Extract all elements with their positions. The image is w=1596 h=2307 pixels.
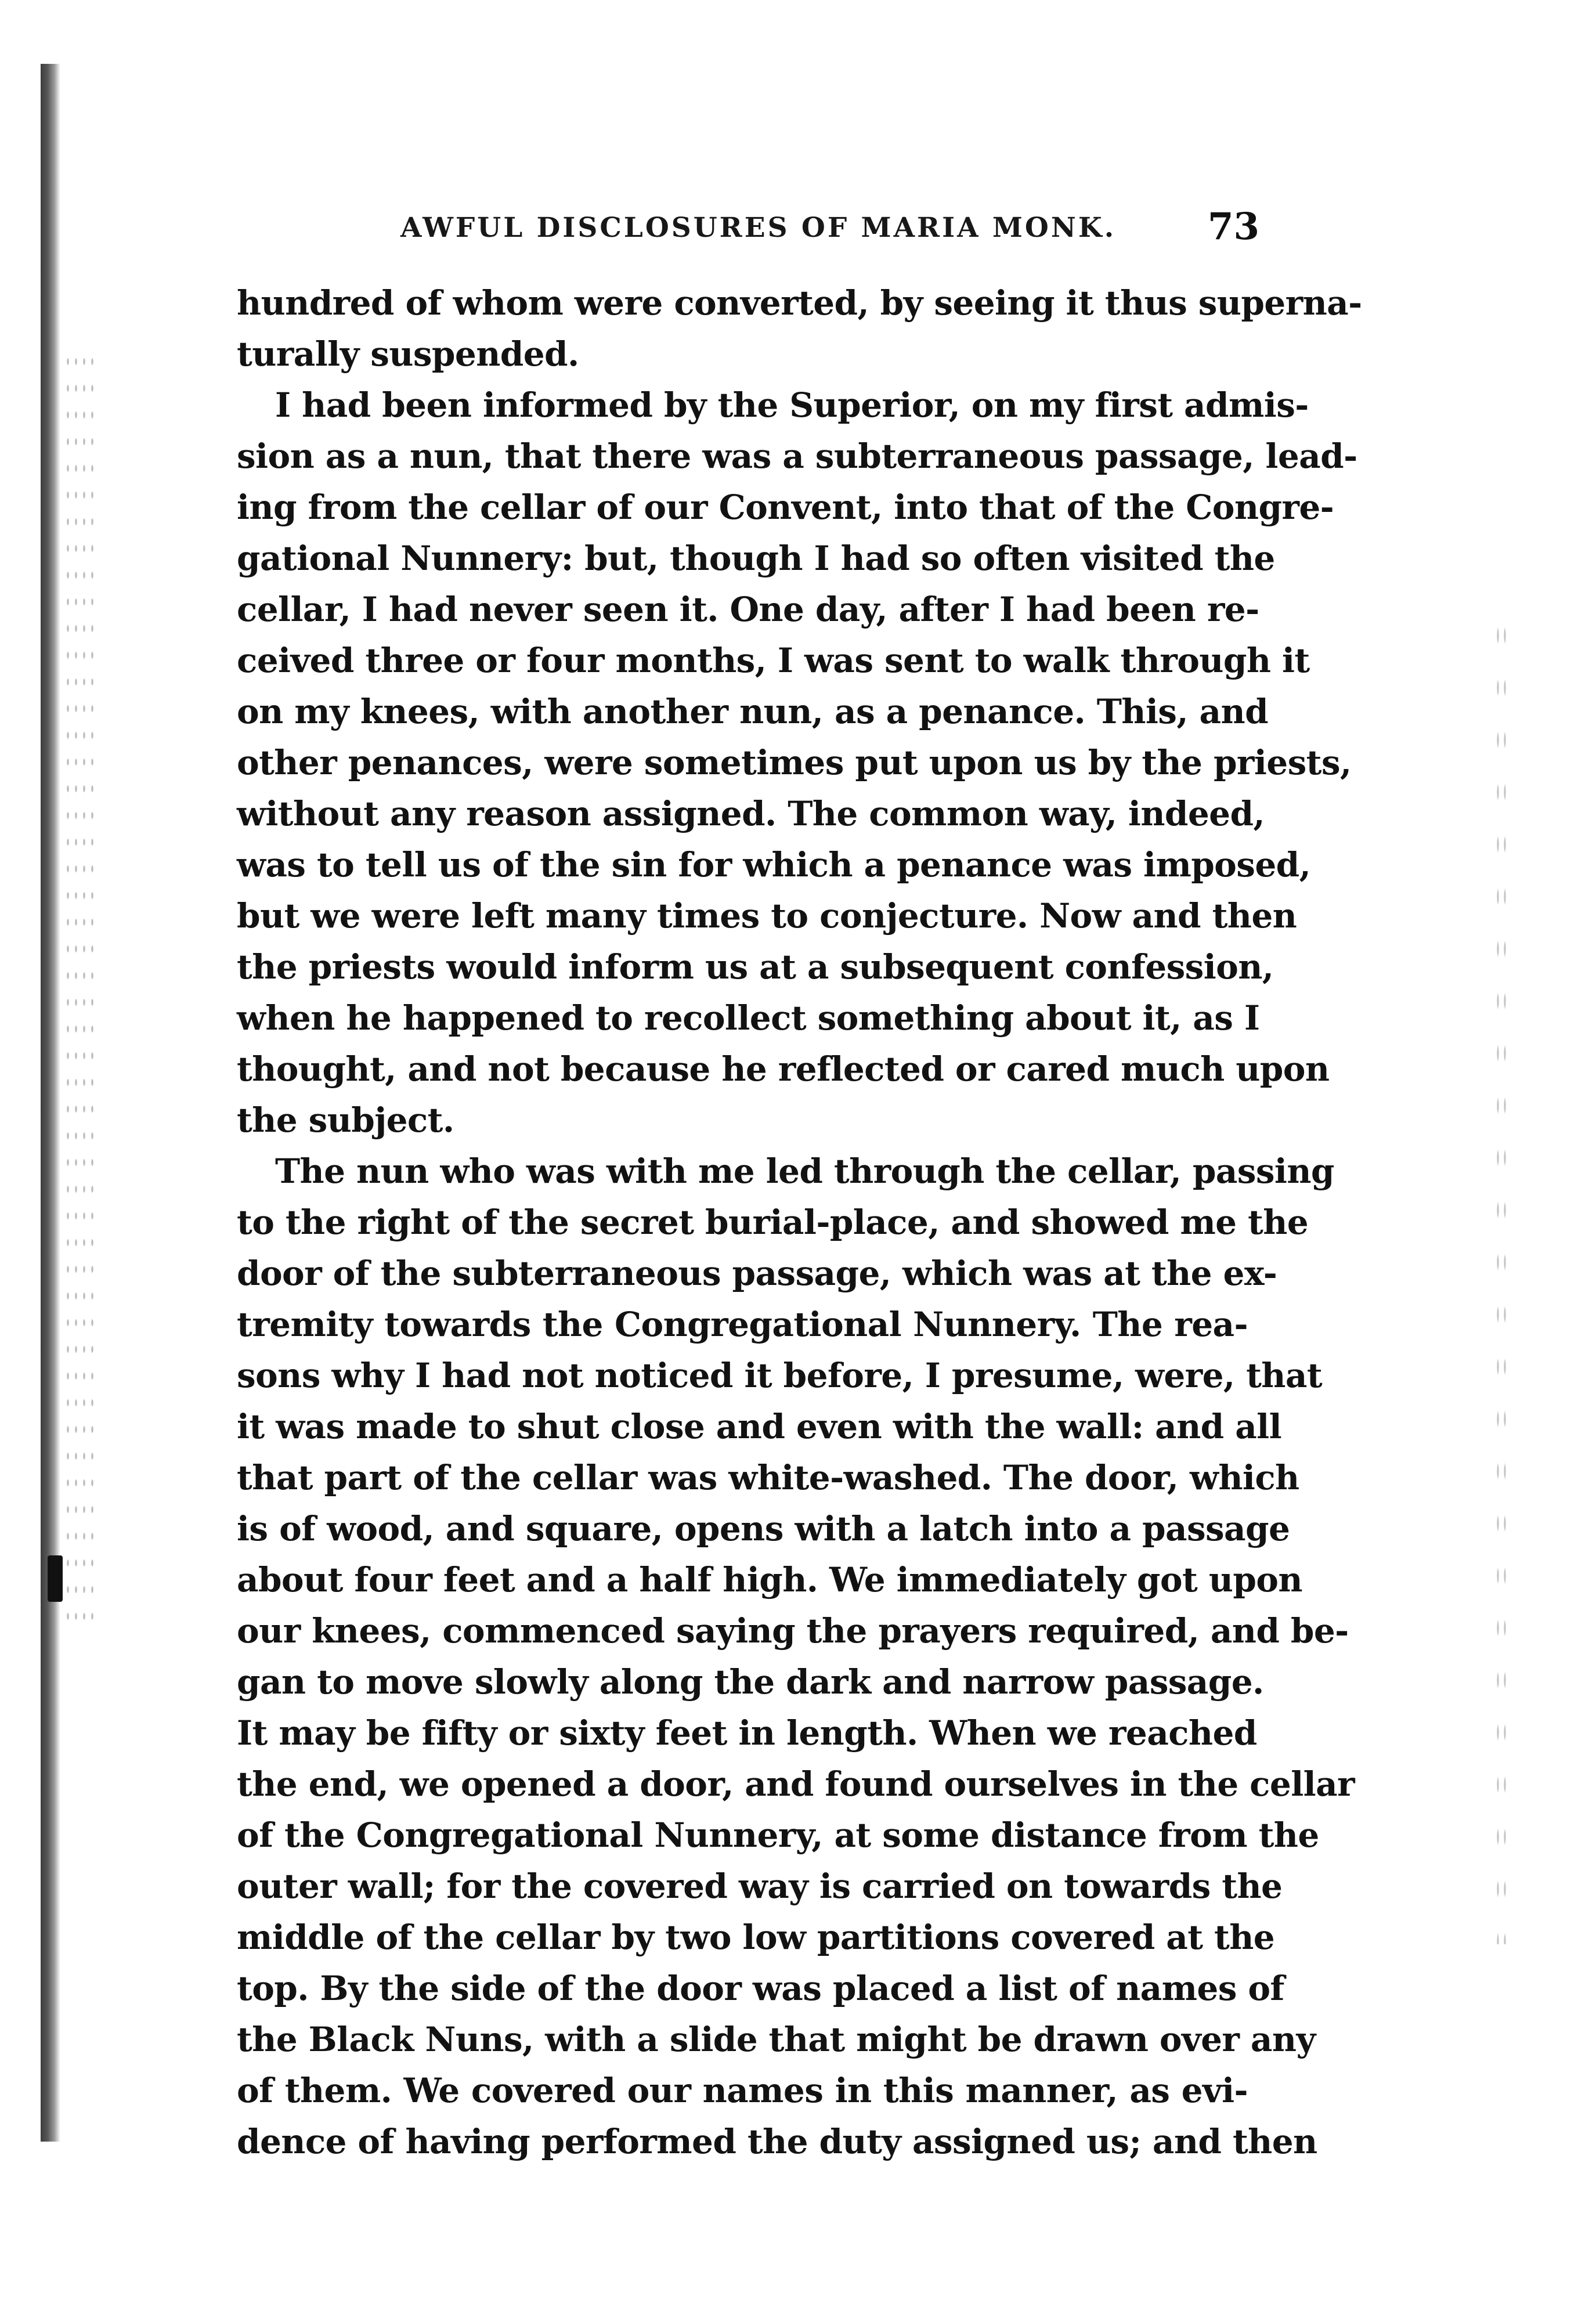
text-line: was to tell us of the sin for which a penance was imposed, [237, 845, 1311, 884]
text-line: It may be fifty or sixty feet in length. When we reached [237, 1713, 1257, 1753]
text-line: The nun who was with me led through the cellar, passing [275, 1151, 1334, 1191]
text-line: turally suspended. [237, 334, 579, 374]
text-line: about four feet and a half high. We immediately got upon [237, 1560, 1302, 1600]
text-line: it was made to shut close and even with the wall: and all [237, 1407, 1282, 1446]
text-line: the Black Nuns, with a slide that might be drawn over any [237, 2020, 1316, 2059]
text-line: top. By the side of the door was placed a list of names of [237, 1969, 1284, 2008]
text-line: but we were left many times to conjecture. Now and then [237, 896, 1297, 936]
text-line: dence of having performed the duty assigned us; and then [237, 2122, 1317, 2161]
text-line: the subject. [237, 1100, 454, 1140]
text-line: of them. We covered our names in this manner, as evi- [237, 2071, 1248, 2110]
text-line: the priests would inform us at a subsequent confession, [237, 947, 1274, 987]
binding-edge-mark [48, 1555, 63, 1602]
text-line: is of wood, and square, opens with a latch into a passage [237, 1509, 1290, 1548]
page-number: 73 [1207, 205, 1259, 248]
text-line: on my knees, with another nun, as a penance. This, and [237, 692, 1269, 731]
text-line: outer wall; for the covered way is carried on towards the [237, 1866, 1283, 1906]
binding-edge-shadow [41, 64, 60, 2142]
text-line: gational Nunnery: but, though I had so often visited the [237, 539, 1275, 578]
text-line: hundred of whom were converted, by seeing it thus superna- [237, 283, 1362, 323]
text-line: when he happened to recollect something about it, as I [237, 998, 1260, 1038]
scan-noise-left [64, 348, 99, 1625]
text-line: ceived three or four months, I was sent to walk through it [237, 641, 1310, 680]
text-line: our knees, commenced saying the prayers required, and be- [237, 1611, 1349, 1651]
text-line: thought, and not because he reflected or cared much upon [237, 1049, 1330, 1089]
text-line: sons why I had not noticed it before, I presume, were, that [237, 1356, 1323, 1395]
text-line: to the right of the secret burial-place, and showed me the [237, 1203, 1309, 1242]
text-line: that part of the cellar was white-washed. The door, which [237, 1458, 1299, 1497]
running-head: AWFUL DISCLOSURES OF MARIA MONK. [400, 212, 1117, 244]
text-line: the end, we opened a door, and found ourselves in the cellar [237, 1764, 1355, 1804]
text-line: door of the subterraneous passage, which was at the ex- [237, 1254, 1277, 1293]
body-text [237, 277, 1362, 2167]
text-line: gan to move slowly along the dark and narrow passage. [237, 1662, 1264, 1702]
text-line: of the Congregational Nunnery, at some distance from the [237, 1815, 1319, 1855]
text-line: other penances, were sometimes put upon us by the priests, [237, 743, 1352, 782]
text-line: without any reason assigned. The common way, indeed, [237, 794, 1265, 833]
text-line: sion as a nun, that there was a subterraneous passage, lead- [237, 436, 1357, 476]
text-line: tremity towards the Congregational Nunnery. The rea- [237, 1305, 1248, 1344]
text-line: cellar, I had never seen it. One day, after I had been re- [237, 590, 1259, 629]
text-line: I had been informed by the Superior, on my first admis- [275, 385, 1309, 425]
text-line: ing from the cellar of our Convent, into that of the Congre- [237, 488, 1334, 527]
scan-noise-right [1494, 609, 1506, 1944]
text-line: middle of the cellar by two low partitions covered at the [237, 1918, 1275, 1957]
